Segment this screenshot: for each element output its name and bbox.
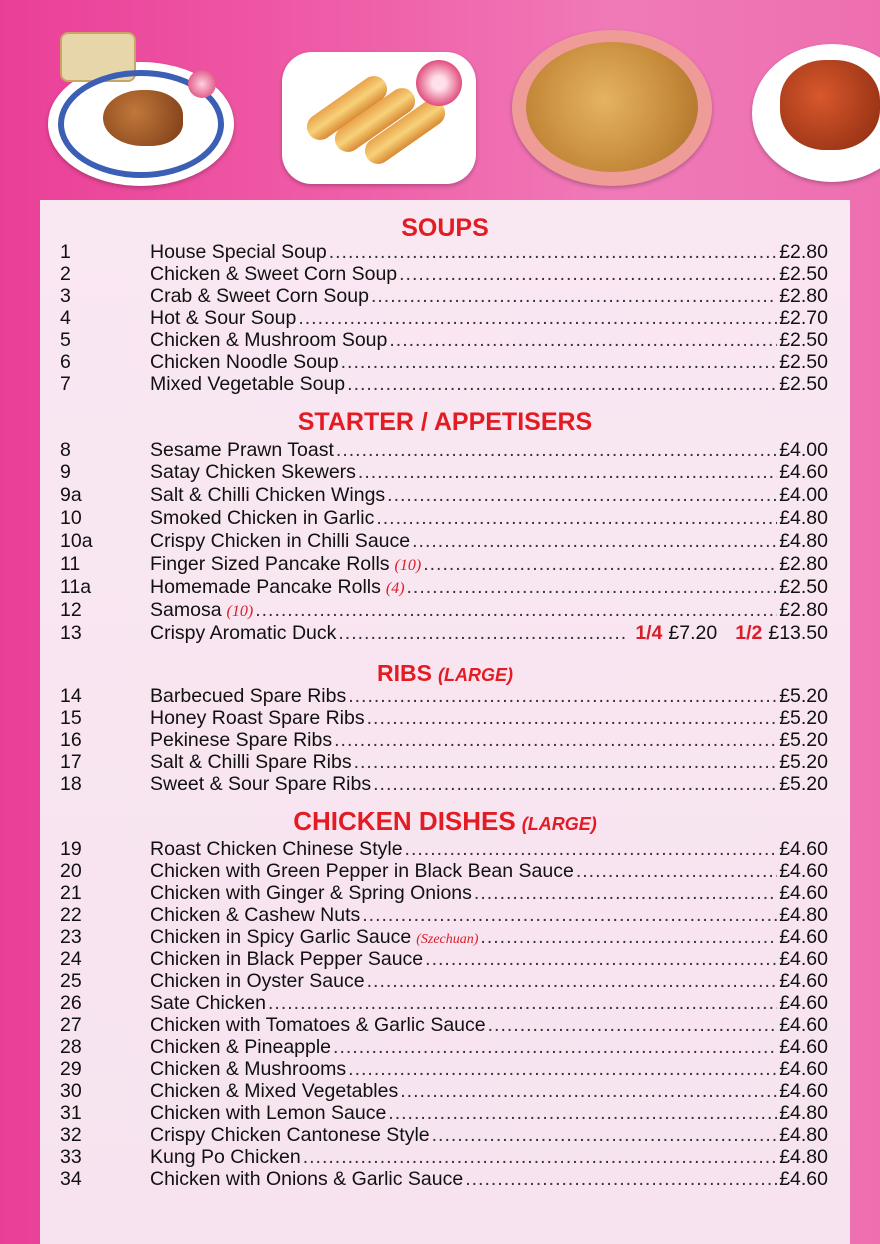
dot-leader [423, 553, 777, 576]
item-number: 2 [60, 263, 71, 285]
item-price: £4.60 [779, 838, 828, 860]
item-number: 20 [60, 860, 82, 882]
item-price: £4.80 [779, 530, 828, 552]
item-name: Hot & Sour Soup [150, 307, 297, 329]
item-price: £4.60 [779, 860, 828, 882]
item-price: £5.20 [779, 773, 828, 795]
menu-item [40, 285, 850, 308]
item-name: House Special Soup [150, 241, 327, 263]
item-number: 1 [60, 241, 71, 263]
dot-leader [474, 882, 777, 905]
menu-item [40, 622, 850, 645]
item-price: £4.80 [779, 1102, 828, 1124]
dot-leader [412, 530, 777, 553]
item-line [150, 729, 828, 752]
roast-duck-plate-icon [48, 62, 234, 186]
menu-item [40, 1168, 850, 1191]
menu-item [40, 351, 850, 374]
item-price: £4.60 [779, 1058, 828, 1080]
dot-leader [407, 576, 778, 599]
menu-item [40, 926, 850, 949]
dot-leader [388, 1102, 777, 1125]
item-line [150, 439, 828, 462]
section-heading [40, 408, 850, 437]
item-line [150, 530, 828, 553]
item-number: 23 [60, 926, 82, 948]
menu-item [40, 576, 850, 599]
item-name: Sate Chicken [150, 992, 266, 1014]
section-heading [40, 660, 850, 687]
item-name: Finger Sized Pancake Rolls [150, 553, 390, 575]
food-photos [0, 0, 880, 200]
menu-item [40, 507, 850, 530]
item-line [150, 307, 828, 330]
item-price: £2.70 [779, 307, 828, 329]
item-number: 18 [60, 773, 82, 795]
item-price: £4.80 [779, 904, 828, 926]
dot-leader [389, 329, 777, 352]
section-title: STARTER / APPETISERS [297, 408, 593, 436]
dot-leader [432, 1124, 778, 1147]
chilli-beef-plate-icon [752, 44, 880, 182]
item-line [150, 1102, 828, 1125]
dot-leader [367, 707, 778, 730]
item-price: £5.20 [779, 729, 828, 751]
section-heading [40, 806, 850, 837]
item-number: 16 [60, 729, 82, 751]
item-price: £4.60 [779, 1080, 828, 1102]
item-price: £4.60 [779, 882, 828, 904]
item-line [150, 553, 828, 577]
item-number: 30 [60, 1080, 82, 1102]
item-name: Chicken in Spicy Garlic Sauce [150, 926, 412, 948]
item-price: £2.80 [779, 285, 828, 307]
item-note: (Szechuan) [416, 932, 479, 947]
item-price: £13.50 [768, 622, 828, 644]
dot-leader [347, 373, 777, 396]
item-name: Chicken & Mushroom Soup [150, 329, 388, 351]
item-line [150, 685, 828, 708]
item-price: £2.80 [779, 553, 828, 575]
item-line [150, 484, 828, 507]
menu-item [40, 599, 850, 622]
item-name: Chicken with Green Pepper in Black Bean Sauce [150, 860, 574, 882]
item-price: £4.60 [779, 1014, 828, 1036]
dot-leader [373, 773, 777, 796]
dot-leader [255, 599, 777, 622]
item-line [150, 1080, 828, 1103]
item-line [150, 351, 828, 374]
item-note: (10) [394, 557, 422, 574]
item-price: £4.00 [779, 439, 828, 461]
item-number: 4 [60, 307, 71, 329]
dot-leader [333, 1036, 777, 1059]
item-line [150, 507, 828, 530]
item-line [150, 599, 828, 623]
item-number: 29 [60, 1058, 82, 1080]
item-line [150, 622, 828, 645]
item-price: £4.60 [779, 948, 828, 970]
item-number: 25 [60, 970, 82, 992]
dot-leader [334, 729, 777, 752]
dot-leader [358, 461, 777, 484]
item-line [150, 576, 828, 600]
item-name: Barbecued Spare Ribs [150, 685, 347, 707]
dot-leader [341, 351, 778, 374]
item-line [150, 751, 828, 774]
dot-leader [329, 241, 777, 264]
item-name: Mixed Vegetable Soup [150, 373, 346, 395]
dot-leader [354, 751, 778, 774]
item-price: £2.50 [779, 576, 828, 598]
item-name: Samosa [150, 599, 222, 621]
dot-leader [488, 1014, 778, 1037]
item-number: 11a [60, 576, 92, 598]
menu-item [40, 1102, 850, 1125]
menu-item [40, 373, 850, 396]
menu-item [40, 751, 850, 774]
item-line [150, 241, 828, 264]
dot-leader [465, 1168, 777, 1191]
item-name: Honey Roast Spare Ribs [150, 707, 365, 729]
item-number: 6 [60, 351, 71, 373]
item-price: £2.80 [779, 599, 828, 621]
item-name: Chicken & Mixed Vegetables [150, 1080, 399, 1102]
item-line [150, 263, 828, 286]
item-price: £4.80 [779, 1146, 828, 1168]
item-name: Chicken & Cashew Nuts [150, 904, 361, 926]
section-title: RIBS [377, 660, 432, 686]
item-number: 32 [60, 1124, 82, 1146]
item-price: £2.50 [779, 351, 828, 373]
menu-item [40, 307, 850, 330]
item-price: £4.60 [779, 1168, 828, 1190]
dot-leader [399, 263, 777, 286]
menu-item [40, 1124, 850, 1147]
menu-item [40, 838, 850, 861]
menu-item [40, 729, 850, 752]
item-line [150, 285, 828, 308]
item-name: Chicken in Black Pepper Sauce [150, 948, 424, 970]
item-name: Chicken & Mushrooms [150, 1058, 347, 1080]
item-number: 19 [60, 838, 82, 860]
item-name: Sesame Prawn Toast [150, 439, 334, 461]
menu-item [40, 773, 850, 796]
dot-leader [371, 285, 777, 308]
item-line [150, 461, 828, 484]
item-price: £2.80 [779, 241, 828, 263]
dot-leader [348, 685, 777, 708]
item-line [150, 838, 828, 861]
item-number: 13 [60, 622, 82, 644]
item-number: 22 [60, 904, 82, 926]
item-name: Satay Chicken Skewers [150, 461, 356, 483]
item-number: 24 [60, 948, 82, 970]
item-price: £4.60 [779, 992, 828, 1014]
item-note: (4) [385, 580, 405, 597]
dot-leader [425, 948, 777, 971]
item-number: 7 [60, 373, 71, 395]
item-name: Homemade Pancake Rolls [150, 576, 381, 598]
menu-item [40, 707, 850, 730]
spring-rolls-plate-icon [282, 52, 476, 184]
menu-item [40, 1080, 850, 1103]
dot-leader [367, 970, 778, 993]
item-name: Crab & Sweet Corn Soup [150, 285, 369, 307]
menu-item [40, 1146, 850, 1169]
item-name: Chicken in Oyster Sauce [150, 970, 365, 992]
item-name: Crispy Chicken Cantonese Style [150, 1124, 430, 1146]
item-name: Sweet & Sour Spare Ribs [150, 773, 372, 795]
dot-leader [387, 484, 777, 507]
item-name: Chicken & Pineapple [150, 1036, 332, 1058]
menu-item [40, 948, 850, 971]
dot-leader [298, 307, 777, 330]
item-number: 21 [60, 882, 82, 904]
dot-leader [376, 507, 777, 530]
item-line [150, 970, 828, 993]
portion-label: 1/4 [635, 622, 663, 644]
menu-item [40, 992, 850, 1015]
menu-item [40, 1058, 850, 1081]
item-price: £2.50 [779, 373, 828, 395]
menu-panel [40, 200, 850, 1244]
item-name: Chicken Noodle Soup [150, 351, 339, 373]
item-line [150, 992, 828, 1015]
dot-leader [268, 992, 777, 1015]
item-line [150, 1036, 828, 1059]
item-number: 3 [60, 285, 71, 307]
item-line [150, 773, 828, 796]
item-note: (10) [226, 603, 254, 620]
item-name: Chicken with Ginger & Spring Onions [150, 882, 472, 904]
item-price: £4.60 [779, 970, 828, 992]
menu-item [40, 553, 850, 576]
item-line [150, 1058, 828, 1081]
item-number: 9a [60, 484, 82, 506]
menu-item [40, 882, 850, 905]
item-number: 33 [60, 1146, 82, 1168]
section-subtitle: (LARGE) [521, 814, 597, 834]
dot-leader [336, 439, 777, 462]
dot-leader [400, 1080, 777, 1103]
item-number: 11 [60, 553, 81, 575]
item-number: 10 [60, 507, 82, 529]
item-name: Chicken with Lemon Sauce [150, 1102, 387, 1124]
item-name: Chicken with Onions & Garlic Sauce [150, 1168, 464, 1190]
item-line [150, 860, 828, 883]
item-line [150, 329, 828, 352]
item-name: Salt & Chilli Chicken Wings [150, 484, 386, 506]
menu-item [40, 329, 850, 352]
item-number: 15 [60, 707, 82, 729]
item-price: £7.20 [668, 622, 718, 644]
portion-label: 1/2 [735, 622, 763, 644]
menu-item [40, 530, 850, 553]
dot-leader [362, 904, 777, 927]
item-line [150, 1014, 828, 1037]
item-price: £4.60 [779, 926, 828, 948]
menu-item [40, 970, 850, 993]
item-line [150, 948, 828, 971]
item-price: £4.80 [779, 507, 828, 529]
item-price: £2.50 [779, 263, 828, 285]
item-price: £4.60 [779, 461, 828, 483]
item-name: Chicken with Tomatoes & Garlic Sauce [150, 1014, 486, 1036]
item-price: £4.00 [779, 484, 828, 506]
item-price: £5.20 [779, 685, 828, 707]
menu-item [40, 439, 850, 462]
menu-item [40, 461, 850, 484]
item-number: 27 [60, 1014, 82, 1036]
menu-item [40, 263, 850, 286]
section-title: CHICKEN DISHES [293, 806, 516, 836]
menu-item [40, 484, 850, 507]
item-number: 31 [60, 1102, 82, 1124]
dot-leader [348, 1058, 777, 1081]
item-price: £2.50 [779, 329, 828, 351]
item-number: 14 [60, 685, 82, 707]
item-line [150, 1124, 828, 1147]
item-line [150, 1168, 828, 1191]
dot-leader [405, 838, 778, 861]
item-name: Kung Po Chicken [150, 1146, 301, 1168]
menu-item [40, 904, 850, 927]
dot-leader [338, 622, 627, 645]
section-title: SOUPS [401, 214, 489, 242]
item-name: Chicken & Sweet Corn Soup [150, 263, 398, 285]
item-line [150, 1146, 828, 1169]
dot-leader [480, 926, 777, 949]
section-heading [40, 214, 850, 243]
item-name: Salt & Chilli Spare Ribs [150, 751, 352, 773]
item-name: Roast Chicken Chinese Style [150, 838, 403, 860]
menu-item [40, 1014, 850, 1037]
item-number: 28 [60, 1036, 82, 1058]
item-price: £4.80 [779, 1124, 828, 1146]
item-number: 12 [60, 599, 82, 621]
menu-item [40, 1036, 850, 1059]
item-price: £4.60 [779, 1036, 828, 1058]
fried-rice-plate-icon [512, 30, 712, 186]
item-line [150, 882, 828, 905]
dot-leader [576, 860, 777, 883]
menu-item [40, 685, 850, 708]
item-line [150, 707, 828, 730]
section-subtitle: (LARGE) [437, 665, 513, 685]
item-name: Pekinese Spare Ribs [150, 729, 333, 751]
item-price: £5.20 [779, 751, 828, 773]
item-number: 8 [60, 439, 71, 461]
item-number: 5 [60, 329, 71, 351]
item-name: Crispy Aromatic Duck [150, 622, 337, 644]
item-name: Smoked Chicken in Garlic [150, 507, 375, 529]
item-number: 17 [60, 751, 82, 773]
item-number: 26 [60, 992, 82, 1014]
menu-item [40, 860, 850, 883]
item-price: £5.20 [779, 707, 828, 729]
item-number: 34 [60, 1168, 82, 1190]
item-number: 9 [60, 461, 71, 483]
dot-leader [303, 1146, 778, 1169]
menu-item [40, 241, 850, 264]
item-line [150, 373, 828, 396]
item-number: 10a [60, 530, 93, 552]
item-name: Crispy Chicken in Chilli Sauce [150, 530, 411, 552]
item-line [150, 904, 828, 927]
